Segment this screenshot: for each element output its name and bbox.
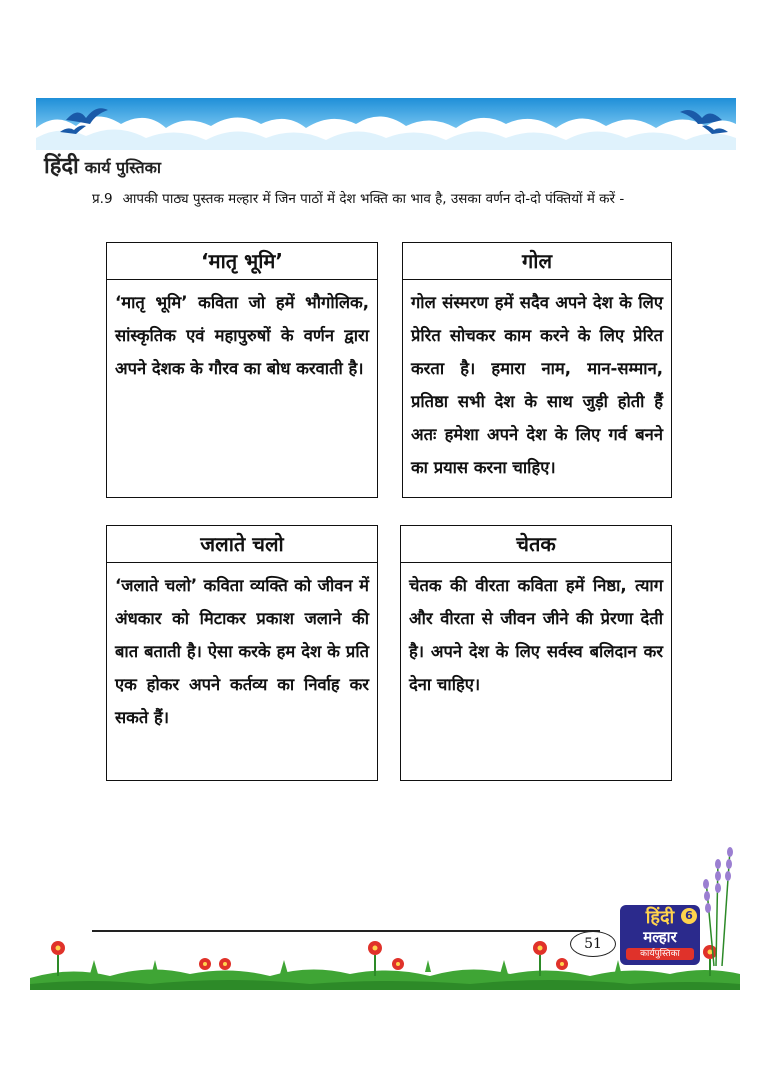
workbook-header: [44, 150, 161, 180]
card-body: ‘मातृ भूमि’ कविता जो हमें भौगोलिक, सांस्कृतिक एवं महापुरुषों के वर्णन द्वारा अपने देशक के गौरव का बोध करवाती है।: [115, 293, 369, 378]
bird-icon: [56, 100, 116, 140]
brand-title: हिंदी: [44, 154, 79, 179]
logo-book-name: मल्हार: [643, 928, 677, 946]
lavender-icon: [696, 840, 740, 970]
card-title: जलाते चलो: [107, 526, 377, 563]
answer-card: [400, 525, 672, 781]
sky-banner: [36, 98, 736, 150]
brand-subtitle: कार्य पुस्तिका: [84, 158, 162, 177]
question-text: आपकी पाठ्य पुस्तक मल्हार में जिन पाठों में देश भक्ति का भाव है, उसका वर्णन दो-दो पंक्तियों में करें -: [122, 191, 625, 207]
bird-icon: [672, 102, 732, 142]
card-body: गोल संस्मरण हमें सदैव अपने देश के लिए प्रेरित सोचकर काम करने के लिए प्रेरित करता है। हमारा नाम, मान-सम्मान, प्रतिष्ठा सभी देश के साथ जुड़ी होती हैं अतः हमेशा अपने देश के लिए गर्व बनने का प्रयास करना चाहिए।: [411, 293, 663, 477]
card-title: चेतक: [401, 526, 671, 563]
question-number: प्र.9: [92, 191, 113, 207]
book-logo: [620, 905, 700, 965]
card-title: गोल: [403, 243, 671, 280]
page-number: 51: [570, 931, 616, 957]
answer-card: [106, 525, 378, 781]
logo-grade-badge: 6: [681, 908, 697, 924]
card-title: ‘मातृ भूमि’: [107, 243, 377, 280]
footer-divider: [92, 930, 600, 932]
card-body: ‘जलाते चलो’ कविता व्यक्ति को जीवन में अंधकार को मिटाकर प्रकाश जलाने की बात बताती है। ऐसा करके हम देश के प्रति एक होकर अपने कर्तव्य का निर्वाह कर सकते हैं।: [115, 576, 369, 727]
question: [92, 188, 702, 210]
answer-card: [106, 242, 378, 498]
answer-card: [402, 242, 672, 498]
card-body: चेतक की वीरता कविता हमें निष्ठा, त्याग और वीरता से जीवन जीने की प्रेरणा देती है। अपने देश के लिए सर्वस्व बलिदान कर देना चाहिए।: [409, 576, 663, 694]
logo-subtitle: कार्यपुस्तिका: [626, 948, 694, 960]
logo-title: हिंदी: [645, 907, 675, 928]
